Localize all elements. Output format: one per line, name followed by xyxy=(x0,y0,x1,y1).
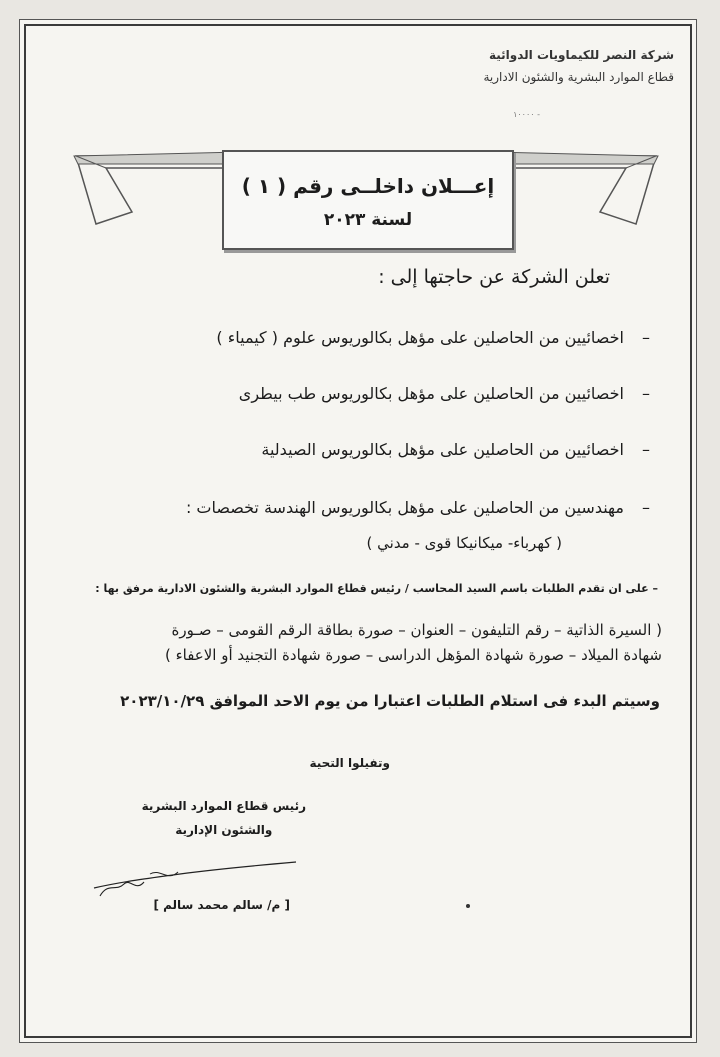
signatory-title-line-2: والشئون الإدارية xyxy=(175,823,273,837)
ink-dot xyxy=(466,904,470,908)
list-item-text: مهندسين من الحاصلين على مؤهل بكالوريوس الهندسة تخصصات : xyxy=(185,498,624,517)
list-item-text: اخصائيين من الحاصلين على مؤهل بكالوريوس علوم ( كيمياء ) xyxy=(216,328,624,347)
list-item xyxy=(216,328,650,347)
signatory-title xyxy=(142,794,306,842)
list-dash: – xyxy=(642,440,650,459)
handwritten-signature xyxy=(90,852,300,902)
list-dash: – xyxy=(642,328,650,347)
list-item xyxy=(239,384,650,403)
company-name: شركة النصر للكيماويات الدوائية xyxy=(488,48,674,62)
list-item-text: اخصائيين من الحاصلين على مؤهل بكالوريوس الصيدلية xyxy=(261,440,624,459)
list-item xyxy=(261,440,650,459)
announcement-title: إعـــلان داخلــى رقم ( ١ ) xyxy=(241,174,495,198)
company-header xyxy=(483,44,674,88)
signatory-name: [ م/ سالم محمد سالم ] xyxy=(153,898,290,912)
documents-line-2: شهادة الميلاد – صورة شهادة المؤهل الدراسى – صورة شهادة التجنيد أو الاعفاء ) xyxy=(164,646,662,664)
list-dash: – xyxy=(642,384,650,403)
closing-text: وتفيلوا التحية xyxy=(309,756,390,770)
engineering-specialties: ( كهرباء- ميكانيكا قوى - مدني ) xyxy=(366,534,562,552)
list-item-text: اخصائيين من الحاصلين على مؤهل بكالوريوس طب بيطرى xyxy=(238,384,624,403)
title-box xyxy=(222,150,514,250)
list-item xyxy=(186,498,650,517)
announcement-year: لسنة ٢٠٢٣ xyxy=(323,210,413,230)
intro-text: تعلن الشركة عن حاجتها إلى : xyxy=(378,266,610,288)
small-mark: - ١٠٠٠٠ xyxy=(513,110,540,119)
list-dash: – xyxy=(642,498,650,517)
announcement-document xyxy=(24,24,692,1038)
signatory-title-line-1: رئيس قطاع الموارد البشرية xyxy=(141,799,306,813)
documents-line-1: ( السيرة الذاتية – رقم التليفون – العنوان – صورة بطاقة الرقم القومى – صـورة xyxy=(171,621,662,639)
application-note: – على ان تقدم الطلبات باسم السيد المحاسب / رئيس قطاع الموارد البشرية والشئون الادارية مرفق بها : xyxy=(95,582,658,595)
department-name: قطاع الموارد البشرية والشئون الادارية xyxy=(483,70,674,84)
required-documents xyxy=(42,618,662,668)
start-date-text: وسيتم البدء فى استلام الطلبات اعتبارا من يوم الاحد الموافق ٢٠٢٣/١٠/٢٩ xyxy=(120,692,660,710)
